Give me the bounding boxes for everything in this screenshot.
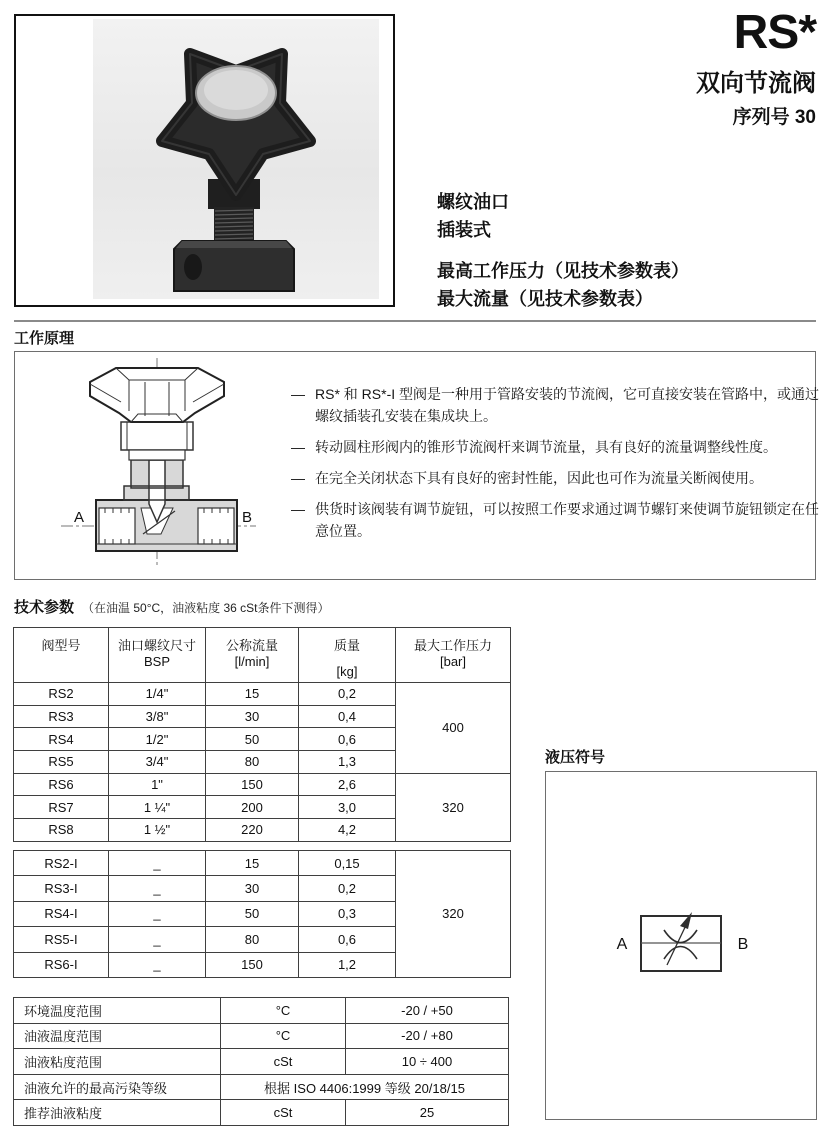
table-row: [14, 1074, 509, 1100]
symbol-port-a-label: A: [616, 936, 628, 953]
table-cell: _: [109, 876, 206, 901]
table-cell: 50: [206, 901, 299, 926]
hydraulic-symbol-drawing: [546, 772, 815, 1118]
table-cell: 0,2: [299, 683, 396, 706]
value-cell: 10 ÷ 400: [346, 1049, 509, 1075]
bullet-item: [291, 467, 819, 489]
column-header-unit: [bar]: [439, 654, 466, 669]
column-header: [14, 628, 109, 683]
table-cell: 15: [206, 851, 299, 876]
title-block: [696, 8, 816, 129]
spec-table-rs-i: [13, 850, 511, 978]
table-cell: 3/4": [109, 751, 206, 774]
series-number: 序列号 30: [732, 107, 816, 129]
table-cell: RS8: [14, 819, 109, 842]
technical-parameters-header: [14, 596, 330, 617]
table-row: [14, 851, 511, 876]
spec-header-row: [14, 628, 511, 683]
general-label-cell: 油液允许的最高污染等级: [14, 1074, 221, 1100]
table-row: [14, 1049, 509, 1075]
pressure-cell: 320: [396, 773, 511, 841]
table-row: [14, 773, 511, 796]
table-cell: RS5-I: [14, 927, 109, 952]
table-cell: RS3: [14, 705, 109, 728]
table-cell: 2,6: [299, 773, 396, 796]
table-cell: 220: [206, 819, 299, 842]
bullet-item: [291, 498, 819, 542]
symbol-port-b-label: B: [737, 936, 749, 953]
general-label-cell: 油液粘度范围: [14, 1049, 221, 1075]
bullet-list: [291, 383, 819, 551]
table-cell: 1/2": [109, 728, 206, 751]
bullet-text: 供货时该阀装有调节旋钮，可以按照工作要求通过调节螺钉来使调节旋钮锁定在任意位置。: [315, 501, 819, 539]
table-cell: 3/8": [109, 705, 206, 728]
port-b-bore: [198, 508, 234, 544]
table-cell: _: [109, 952, 206, 977]
bullet-text: 转动圆柱形阀内的锥形节流阀杆来调节流量，具有良好的流量调整线性度。: [315, 439, 777, 455]
column-header-line: 油口螺纹尺寸: [117, 638, 196, 653]
bullet-item: [291, 383, 819, 427]
section-divider: [14, 320, 816, 322]
bullet-dash: —: [291, 501, 305, 517]
column-header-unit: BSP: [143, 654, 170, 669]
general-label-cell: 环境温度范围: [14, 998, 221, 1024]
unit-cell: °C: [221, 1023, 346, 1049]
bullet-dash: —: [291, 470, 305, 486]
value-cell: -20 / +80: [346, 1023, 509, 1049]
table-cell: RS3-I: [14, 876, 109, 901]
table-cell: 1/4": [109, 683, 206, 706]
knob-center-cap-highlight: [204, 70, 268, 110]
valve-photo-illustration: [93, 19, 379, 299]
table-cell: 1,2: [299, 952, 396, 977]
value-cell: -20 / +50: [346, 998, 509, 1024]
table-cell: 200: [206, 796, 299, 819]
column-header: [396, 628, 511, 683]
technical-parameters-subtitle: （在油温 50°C，油液粘度 36 cSt条件下测得）: [82, 601, 330, 615]
column-header-line: 阀型号: [41, 638, 81, 653]
table-cell: _: [109, 927, 206, 952]
pressure-cell: 400: [396, 683, 511, 774]
general-data-table: [13, 997, 509, 1126]
hydraulic-symbol-box: [545, 771, 817, 1120]
spec-table-head: [14, 628, 511, 683]
table-cell: 30: [206, 705, 299, 728]
port-a-bore: [99, 508, 135, 544]
table-cell: 3,0: [299, 796, 396, 819]
column-header-line: 公称流量: [225, 638, 278, 653]
table-cell: 30: [206, 876, 299, 901]
table-cell: RS4: [14, 728, 109, 751]
spec-table-body: [14, 851, 511, 978]
column-header: [109, 628, 206, 683]
unit-cell: cSt: [221, 1100, 346, 1126]
unit-cell: °C: [221, 998, 346, 1024]
table-row: [14, 683, 511, 706]
bullet-item: [291, 436, 819, 458]
column-header: [206, 628, 299, 683]
table-cell: RS7: [14, 796, 109, 819]
throttle-arc-bottom: [664, 947, 697, 960]
max-flow-note: 最大流量（见技术参数表）: [437, 289, 653, 309]
technical-parameters-title: 技术参数: [14, 599, 75, 616]
port-a-label: A: [73, 509, 85, 526]
table-cell: 15: [206, 683, 299, 706]
value-cell: 25: [346, 1100, 509, 1126]
bullet-text: 在完全关闭状态下具有良好的密封性能，因此也可作为流量关断阀使用。: [315, 470, 763, 486]
table-cell: 4,2: [299, 819, 396, 842]
table-cell: RS2-I: [14, 851, 109, 876]
valve-port-hole: [184, 254, 202, 280]
table-row: [14, 998, 509, 1024]
table-cell: 0,3: [299, 901, 396, 926]
table-cell: 0,4: [299, 705, 396, 728]
bullet-text: RS* 和 RS*-I 型阀是一种用于管路安装的节流阀，它可直接安装在管路中，或通过螺纹插装孔安装在集成块上。: [315, 386, 820, 424]
table-cell: 80: [206, 751, 299, 774]
product-photo-frame: [14, 14, 395, 307]
max-pressure-note: 最高工作压力（见技术参数表）: [437, 261, 689, 281]
table-cell: 150: [206, 952, 299, 977]
port-b-label: B: [241, 509, 253, 526]
working-principle-title: 工作原理: [14, 330, 75, 347]
pressure-cell: 320: [396, 851, 511, 978]
hydraulic-symbol-title: 液压符号: [545, 749, 606, 766]
table-cell: 1,3: [299, 751, 396, 774]
table-cell: 0,6: [299, 728, 396, 751]
feature-line-cartridge: 插装式: [437, 220, 491, 240]
general-label-cell: 推荐油液粘度: [14, 1100, 221, 1126]
table-cell: 0,15: [299, 851, 396, 876]
table-row: [14, 1023, 509, 1049]
table-cell: 0,2: [299, 876, 396, 901]
bullet-dash: —: [291, 439, 305, 455]
product-code: RS*: [733, 6, 816, 59]
working-principle-box: [14, 351, 820, 580]
table-cell: _: [109, 901, 206, 926]
column-header-unit: [l/min]: [234, 654, 270, 669]
table-cell: _: [109, 851, 206, 876]
valve-cross-section-diagram: [41, 356, 276, 570]
table-cell: RS5: [14, 751, 109, 774]
feature-line-ports: 螺纹油口: [437, 192, 509, 212]
column-header: [299, 628, 396, 683]
column-header-line: 质量: [333, 638, 360, 653]
table-cell: 80: [206, 927, 299, 952]
table-cell: 1 ¼": [109, 796, 206, 819]
table-cell: 1": [109, 773, 206, 796]
table-cell: RS2: [14, 683, 109, 706]
table-cell: RS6: [14, 773, 109, 796]
column-header-line: 最大工作压力: [413, 638, 492, 653]
bullet-dash: —: [291, 386, 305, 402]
table-cell: RS6-I: [14, 952, 109, 977]
table-cell: 50: [206, 728, 299, 751]
feature-block: [437, 188, 689, 313]
valve-body-top-face: [176, 241, 292, 248]
general-label-cell: 油液温度范围: [14, 1023, 221, 1049]
table-cell: 1 ½": [109, 819, 206, 842]
knob-neck-step: [129, 450, 185, 460]
product-photo: [93, 19, 379, 299]
table-cell: RS4-I: [14, 901, 109, 926]
spec-table-body: [14, 683, 511, 842]
unit-cell: cSt: [221, 1049, 346, 1075]
knob-neck: [121, 422, 193, 450]
table-cell: 0,6: [299, 927, 396, 952]
spec-table-rs: [13, 627, 511, 842]
adjustment-arrow-head: [680, 912, 692, 929]
general-data-body: [14, 998, 509, 1126]
table-row: [14, 1100, 509, 1126]
table-cell: 150: [206, 773, 299, 796]
value-cell: 根据 ISO 4406:1999 等级 20/18/15: [221, 1074, 509, 1100]
product-name: 双向节流阀: [696, 70, 816, 98]
column-header-unit: [kg]: [336, 664, 358, 679]
